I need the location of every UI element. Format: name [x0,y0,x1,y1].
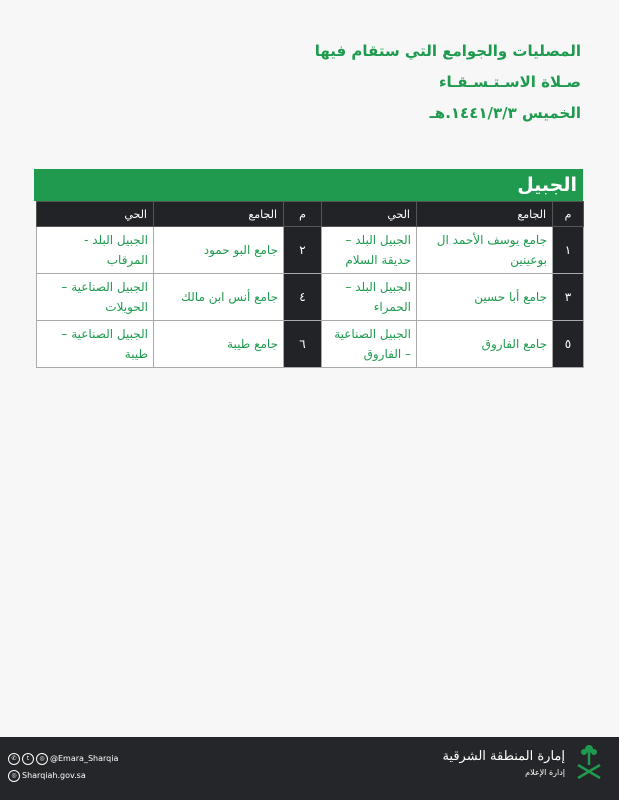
logo-subtitle: إدارة الإعلام [525,768,565,777]
district-name: الجبيل الصناعية – الحويلات [37,274,154,321]
table-row [37,321,584,368]
district-name: الجبيل البلد – حديقة السلام [322,227,417,274]
instagram-icon[interactable]: ◎ [36,753,48,765]
district-name: الجبيل البلد - المرقاب [37,227,154,274]
header-district: الحي [322,202,417,227]
row-number: ٥ [553,321,584,368]
header-district: الحي [37,202,154,227]
row-number: ٣ [553,274,584,321]
header-mosque: الجامع [417,202,553,227]
row-number: ١ [553,227,584,274]
logo [442,743,605,783]
saudi-emblem-icon [573,743,605,783]
footer [0,737,619,800]
social-links [8,750,118,784]
mosque-name: جامع يوسف الأحمد ال بوعينين [417,227,553,274]
table-header-row [37,202,584,227]
district-name: الجبيل البلد – الحمراء [322,274,417,321]
district-name: الجبيل الصناعية – طيبة [37,321,154,368]
twitter-icon[interactable]: t [22,753,34,765]
web-icon[interactable]: ◎ [8,770,20,782]
social-handle[interactable]: @Emara_Sharqia [50,754,119,763]
row-number: ٤ [284,274,322,321]
header-num: م [553,202,584,227]
mosque-name: جامع أبا حسين [417,274,553,321]
mosque-name: جامع طيبة [154,321,284,368]
header-mosque: الجامع [154,202,284,227]
district-name: الجبيل الصناعية – الفاروق [322,321,417,368]
mosque-name: جامع البو حمود [154,227,284,274]
website-link[interactable]: Sharqiah.gov.sa [22,771,86,780]
row-number: ٢ [284,227,322,274]
header-num: م [284,202,322,227]
logo-title: إمارة المنطقة الشرقية [442,749,565,764]
page-header [315,36,581,129]
header-subtitle: صـلاة الاسـتـسـقـاء [438,73,581,91]
mosques-table [36,201,584,368]
whatsapp-icon[interactable]: ✆ [8,753,20,765]
table-row [37,227,584,274]
header-title: المصليات والجوامع التي ستقام فيها [314,42,581,60]
section-title: الجبيل [34,169,583,201]
table-row [37,274,584,321]
row-number: ٦ [284,321,322,368]
mosque-name: جامع الفاروق [417,321,553,368]
mosque-name: جامع أنس ابن مالك [154,274,284,321]
header-date: الخميس ١٤٤١/٣/٣.هـ [429,104,581,122]
